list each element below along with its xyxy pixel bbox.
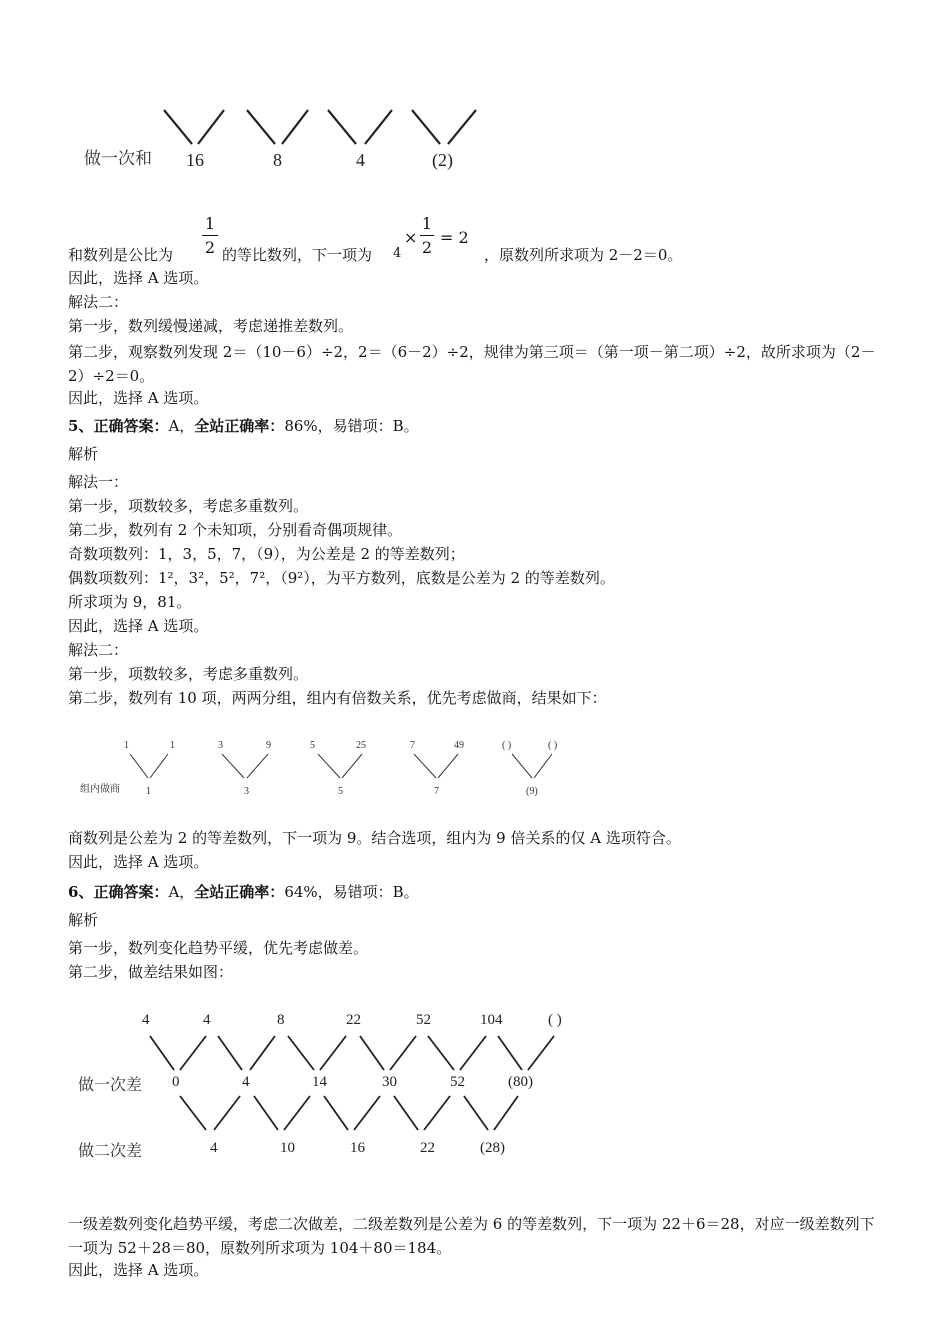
fig3-line (284, 1096, 310, 1130)
fig2-top: 1 (124, 740, 129, 751)
fig2-line (150, 754, 168, 778)
ratio-denominator: 2 (204, 238, 216, 257)
fig2-line (414, 754, 436, 778)
fig2-top: 1 (170, 740, 175, 751)
fig1-value: 8 (273, 150, 282, 170)
fig1-line (282, 110, 308, 144)
q6-rate-label: 全站正确率： (194, 883, 285, 901)
fig1-value: 4 (356, 150, 365, 170)
fig3-diff2: 10 (280, 1140, 295, 1156)
text-line: 商数列是公差为 2 的等差数列，下一项为 9。结合选项，组内为 9 倍关系的仅 A 选项符合。 (68, 829, 681, 847)
text-line: 偶数项数列：1²，3²，5²，7²，（9²），为平方数列，底数是公差为 2 的等差数列。 (68, 569, 615, 587)
ratio-numerator: 1 (204, 214, 216, 233)
fig2-line (247, 754, 268, 778)
text-line: 第一步，数列缓慢递减，考虑递推差数列。 (68, 317, 354, 335)
fig3-line (320, 1036, 346, 1070)
fig3-line (424, 1096, 450, 1130)
fig3-diff2: 22 (420, 1140, 435, 1156)
fig1-value: (2) (432, 150, 453, 170)
q6-rate: 64%，易错项：B。 (284, 883, 419, 901)
fig3-line (460, 1036, 486, 1070)
sum-diagram (60, 100, 500, 180)
formula-eq: = 2 (440, 228, 469, 247)
q6-answer: A， (168, 883, 195, 901)
text-paragraph: 第二步，观察数列发现 2＝（10－6）÷2，2＝（6－2）÷2，规律为第三项＝（第一项－第二项）÷2，故所求项为（2－2）÷2＝0。 (68, 343, 876, 385)
fig1-line (247, 110, 275, 144)
fig3-line (214, 1096, 240, 1130)
fig1-line (365, 110, 392, 144)
fig1-line (448, 110, 476, 144)
fig3-line (498, 1036, 522, 1070)
fig3-line (528, 1036, 554, 1070)
fig3-label-first: 做一次差 (78, 1077, 143, 1094)
fig1-value: 16 (186, 150, 204, 170)
fig3-line (254, 1096, 278, 1130)
q6-answer-line (68, 882, 419, 902)
fig3-top: 22 (346, 1012, 361, 1028)
fraction-bar (202, 235, 218, 236)
factor-numerator: 1 (421, 214, 433, 233)
fig2-row-label: 组内做商 (80, 784, 120, 795)
formula-mid: 的等比数列，下一项为 (222, 246, 373, 264)
fig1-line (198, 110, 224, 144)
fig2-bottom: (9) (526, 786, 538, 797)
formula-term: 4 (393, 246, 402, 261)
fig3-line (464, 1096, 488, 1130)
q5-answer-line (68, 416, 419, 436)
fig3-diff1: 52 (450, 1074, 465, 1090)
fig3-line (494, 1096, 518, 1130)
text-line: 第一步，项数较多，考虑多重数列。 (68, 497, 309, 515)
factor-denominator: 2 (421, 238, 433, 257)
fig2-top: 5 (310, 740, 315, 751)
fig3-line (360, 1036, 384, 1070)
q5-answer-label: 正确答案： (93, 417, 169, 435)
q5-rate-label: 全站正确率： (194, 417, 285, 435)
q6-answer-label: 正确答案： (93, 883, 169, 901)
text-line: 因此，选择 A 选项。 (68, 269, 209, 287)
fig3-line (218, 1036, 242, 1070)
fig3-diff1: 0 (172, 1074, 180, 1090)
fig1-row-label: 做一次和 (84, 149, 152, 168)
fig2-bottom: 7 (434, 786, 439, 797)
q6-jiexi: 解析 (68, 911, 99, 929)
text-line: 因此，选择 A 选项。 (68, 617, 209, 635)
fraction-bar (420, 235, 434, 236)
fig2-top: 3 (218, 740, 223, 751)
fig3-top: 52 (416, 1012, 431, 1028)
q5-rate: 86%，易错项：B。 (284, 417, 419, 435)
fig3-top: ( ) (548, 1012, 562, 1028)
fig2-line (438, 754, 458, 778)
fig3-line (354, 1096, 380, 1130)
fig2-top: 49 (454, 740, 464, 751)
ratio-fraction (202, 214, 218, 257)
fig2-top: 25 (356, 740, 366, 751)
fig2-top: 7 (410, 740, 415, 751)
formula-prefix: 和数列是公比为 (68, 246, 174, 264)
q5-number: 5、 (68, 417, 94, 435)
fig3-line (180, 1096, 206, 1130)
fig2-bottom: 3 (244, 786, 249, 797)
fig1-line (412, 110, 440, 144)
fig2-line (222, 754, 244, 778)
text-line: 第一步，项数较多，考虑多重数列。 (68, 665, 309, 683)
fig3-line (324, 1096, 348, 1130)
quotient-diagram (70, 734, 590, 804)
fig3-top: 8 (277, 1012, 285, 1028)
fig1-line (164, 110, 192, 144)
text-line: 解法二： (68, 293, 129, 311)
text-line: 第一步，数列变化趋势平缓，优先考虑做差。 (68, 939, 369, 957)
fig3-diff1: 14 (312, 1074, 327, 1090)
text-line: 所求项为 9，81。 (68, 593, 192, 611)
difference-diagram (70, 1004, 590, 1174)
fig3-diff1: (80) (508, 1074, 533, 1090)
fig3-line (250, 1036, 275, 1070)
text-line: 因此，选择 A 选项。 (68, 1261, 209, 1279)
q5-answer: A， (168, 417, 195, 435)
text-line: 第二步，数列有 2 个未知项，分别看奇偶项规律。 (68, 521, 403, 539)
q5-jiexi: 解析 (68, 445, 99, 463)
fig2-line (130, 754, 148, 778)
fig2-bottom: 1 (146, 786, 151, 797)
q6-number: 6、 (68, 883, 94, 901)
fig3-diff1: 4 (242, 1074, 250, 1090)
text-paragraph: 一级差数列变化趋势平缓，考虑二次做差，二级差数列是公差为 6 的等差数列，下一项为 22＋6＝28，对应一级差数列下一项为 52＋28＝80，原数列所求项为 104＋80＝184。 (68, 1215, 875, 1257)
fig2-line (534, 754, 552, 778)
text-line: 奇数项数列：1，3，5，7，（9），为公差是 2 的等差数列； (68, 545, 465, 563)
fig3-line (394, 1096, 418, 1130)
fig2-line (342, 754, 362, 778)
formula-times: × (404, 228, 418, 247)
fig3-diff2: 4 (210, 1140, 218, 1156)
fig3-diff2: 16 (350, 1140, 365, 1156)
text-line: 解法一： (68, 473, 129, 491)
fig3-diff1: 30 (382, 1074, 397, 1090)
fig3-diff2: (28) (480, 1140, 505, 1156)
fig2-top: ( ) (502, 740, 512, 751)
fig2-top: ( ) (548, 740, 558, 751)
text-line: 因此，选择 A 选项。 (68, 853, 209, 871)
fig3-line (390, 1036, 416, 1070)
fig3-top: 4 (142, 1012, 150, 1028)
fig2-line (318, 754, 340, 778)
fig3-line (288, 1036, 314, 1070)
text-line: 第二步，做差结果如图： (68, 963, 234, 981)
fig3-line (150, 1036, 174, 1070)
fig2-top: 9 (266, 740, 271, 751)
fig3-line (428, 1036, 454, 1070)
fig2-line (512, 754, 532, 778)
fig1-line (328, 110, 356, 144)
formula-suffix: ，原数列所求项为 2－2＝0。 (484, 246, 683, 264)
fig3-top: 4 (203, 1012, 211, 1028)
text-line: 第二步，数列有 10 项，两两分组，组内有倍数关系，优先考虑做商，结果如下： (68, 689, 607, 707)
text-line: 解法二： (68, 641, 129, 659)
text-line: 因此，选择 A 选项。 (68, 389, 209, 407)
fig2-bottom: 5 (338, 786, 343, 797)
factor-fraction (420, 214, 434, 257)
fig3-label-second: 做二次差 (78, 1143, 143, 1160)
fig3-top: 104 (480, 1012, 503, 1028)
fig3-line (180, 1036, 206, 1070)
